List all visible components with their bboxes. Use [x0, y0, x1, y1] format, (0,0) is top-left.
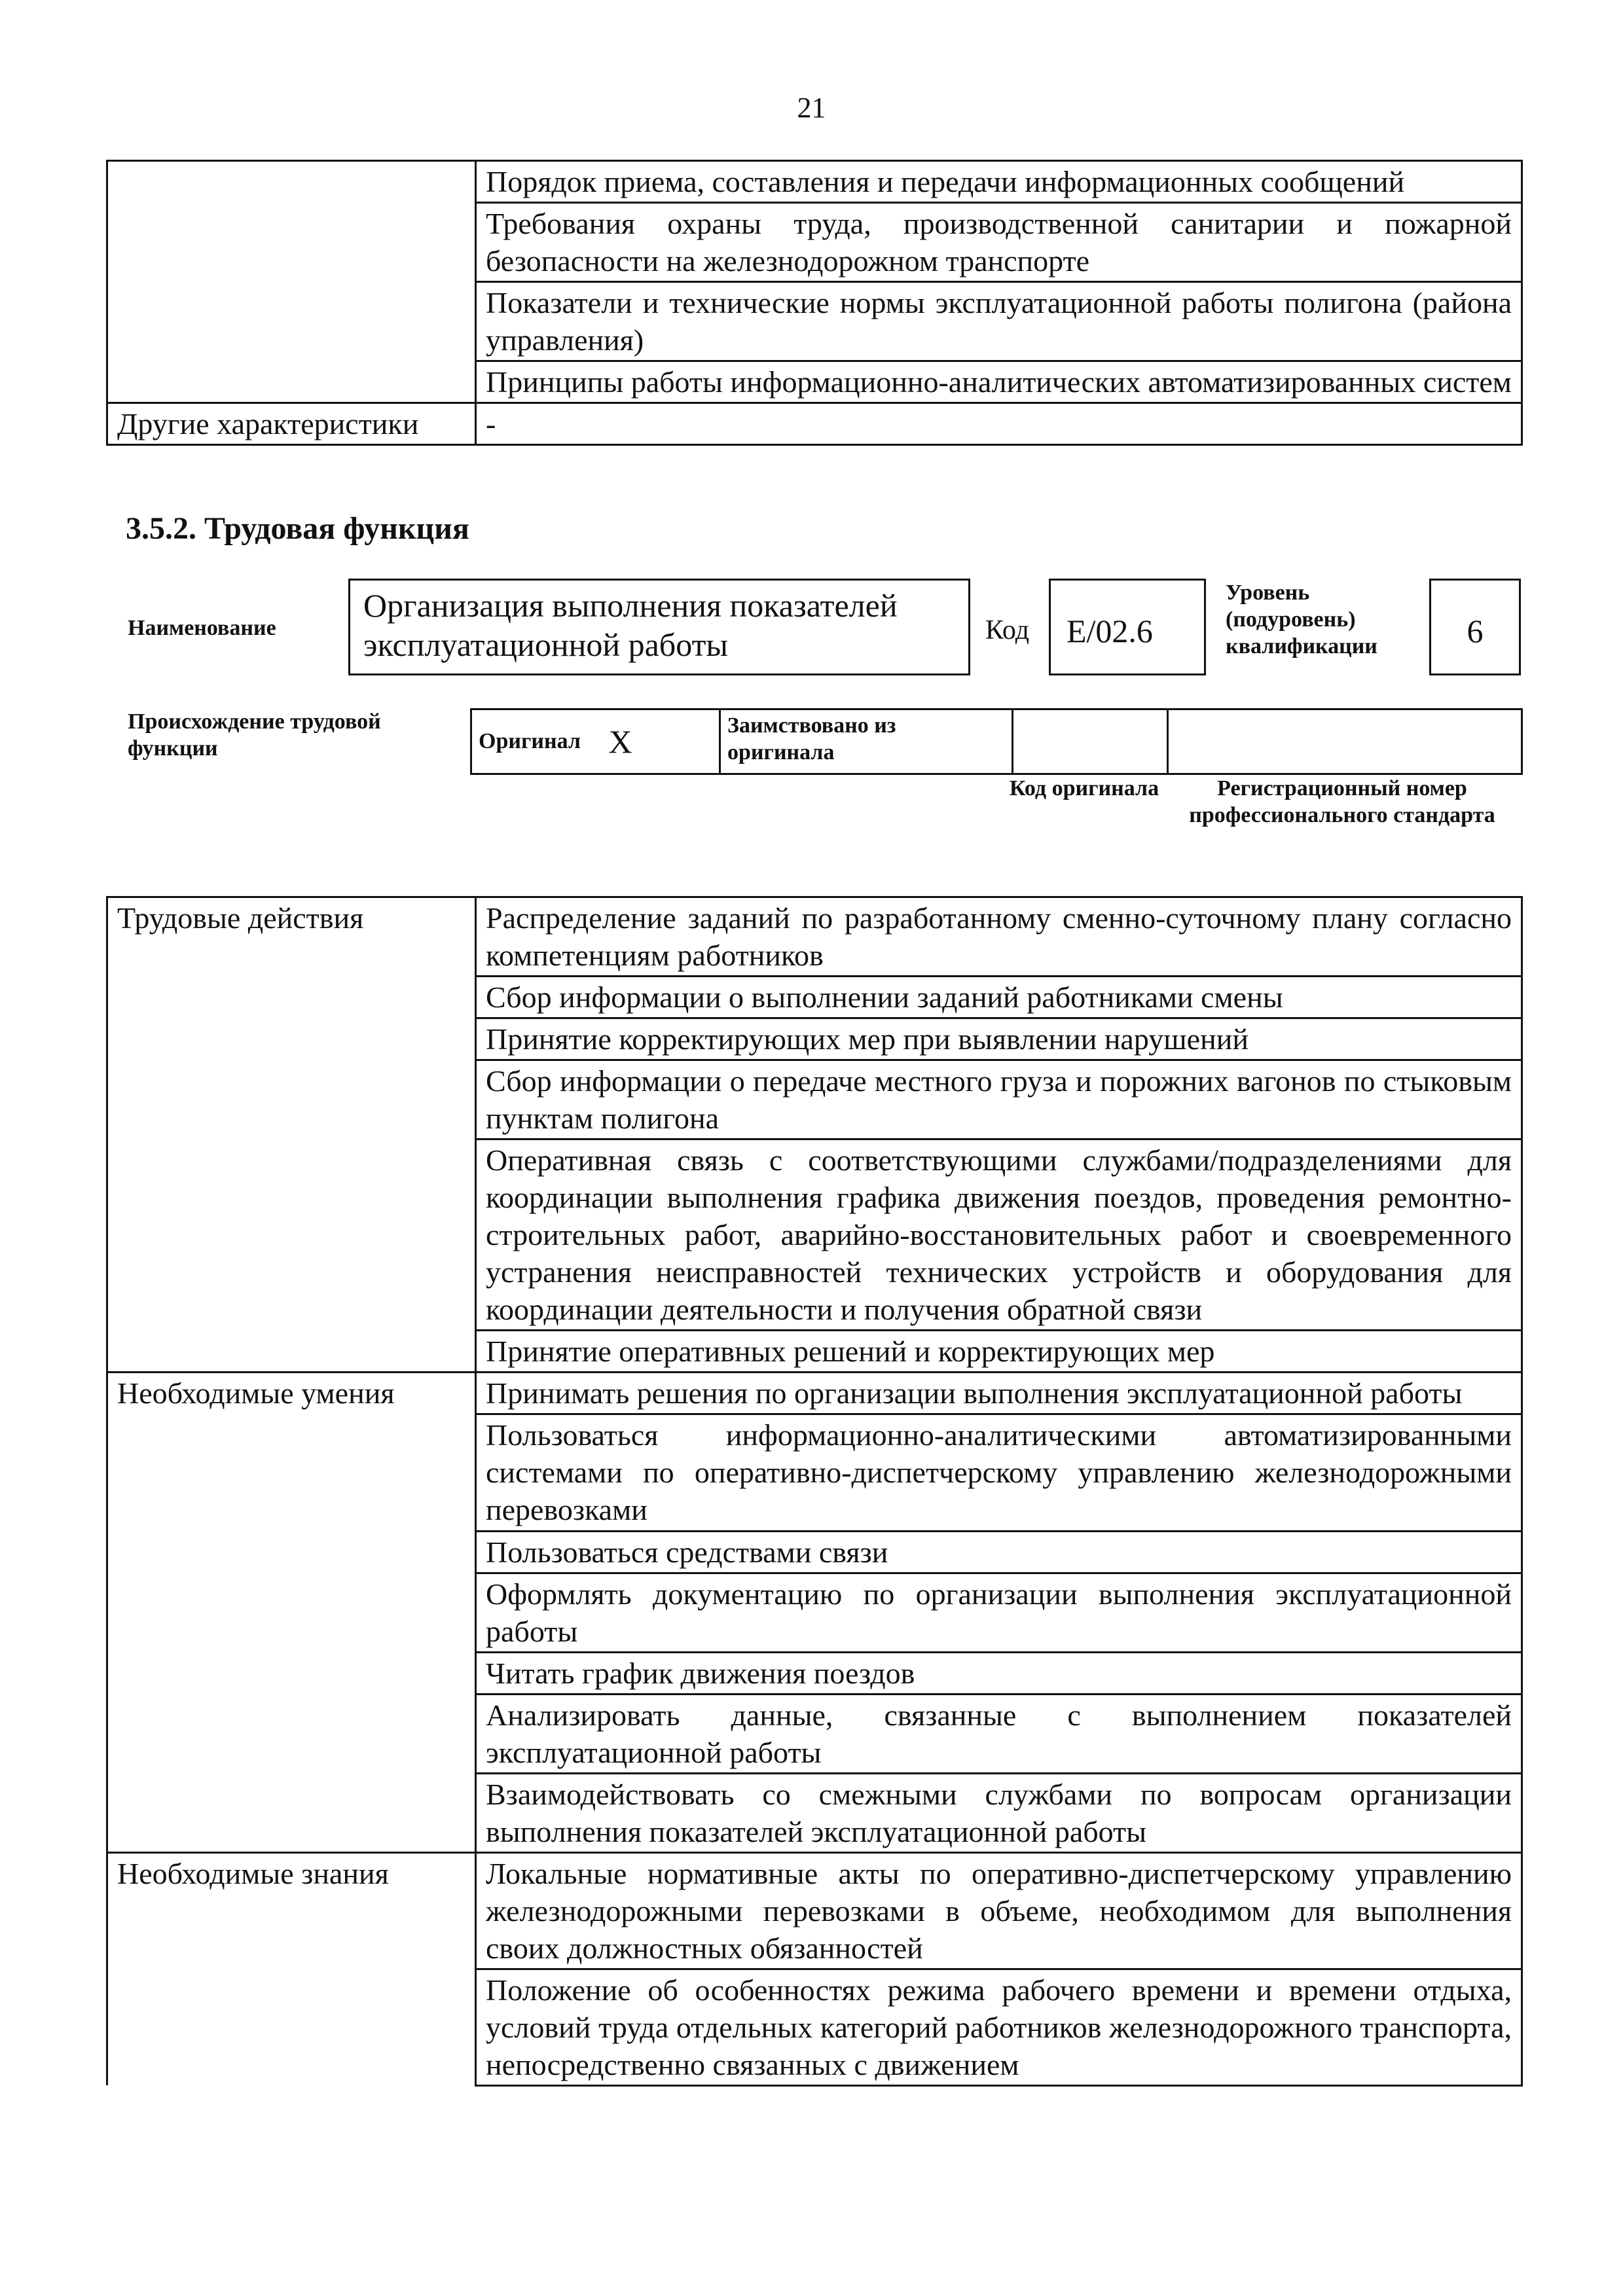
origin-label: Происхождение трудовой функции — [128, 709, 381, 761]
original-code-caption: Код оригинала — [1009, 776, 1159, 800]
origin-table — [470, 708, 1523, 775]
skill-item: Анализировать данные, связанные с выполнением показателей эксплуатационной работы — [476, 1694, 1522, 1773]
function-code-box: E/02.6 — [1049, 579, 1206, 675]
knowledge-item: Положение об особенностях режима рабочего времени и времени отдыха, условий труда отдельных категорий работников железнодорожного транспорта, непосредственно связанных с движением — [476, 1969, 1522, 2085]
registration-number-cell — [1168, 709, 1522, 774]
knowledge-item: Локальные нормативные акты по оперативно-диспетчерскому управлению железнодорожными перевозками в объеме, необходимом для выполнения своих должностных обязанностей — [476, 1852, 1522, 1969]
knowledge-item: Порядок приема, составления и передачи информационных сообщений — [476, 161, 1522, 203]
registration-number-caption: Регистрационный номер профессионального стандарта — [1189, 776, 1495, 827]
page-number: 21 — [797, 92, 826, 124]
knowledge-item: Принципы работы информационно-аналитических автоматизированных систем — [476, 361, 1522, 403]
labor-action-item: Принятие корректирующих мер при выявлении нарушений — [476, 1018, 1522, 1060]
skill-item: Оформлять документацию по организации выполнения эксплуатационной работы — [476, 1573, 1522, 1652]
qualification-level-box: 6 — [1429, 579, 1521, 675]
other-characteristics-value: - — [476, 403, 1522, 445]
original-mark: X — [602, 709, 720, 774]
labor-action-item: Распределение заданий по разработанному сменно-суточному плану согласно компетенциям работников — [476, 897, 1522, 977]
function-name-box: Организация выполнения показателей эксплуатационной работы — [348, 579, 970, 675]
table-row — [471, 709, 1522, 774]
original-label: Оригинал — [471, 709, 602, 774]
skill-item: Пользоваться средствами связи — [476, 1531, 1522, 1573]
knowledge-item: Требования охраны труда, производственной санитарии и пожарной безопасности на железнодорожном транспорте — [476, 203, 1522, 282]
name-label: Наименование — [128, 616, 276, 640]
knowledge-continuation-table — [106, 160, 1523, 446]
table-row — [107, 161, 1522, 203]
table-row — [107, 1372, 1522, 1414]
labor-function-table — [106, 896, 1523, 2087]
skills-label: Необходимые умения — [107, 1372, 476, 1852]
skill-item: Пользоваться информационно-аналитическими автоматизированными системами по оперативно-диспетчерскому управлению железнодорожными перевозками — [476, 1414, 1522, 1531]
original-code-cell — [1013, 709, 1168, 774]
labor-action-item: Оперативная связь с соответствующими службами/подразделениями для координации выполнения графика движения поездов, проведения ремонтно-строительных работ, аварийно-восстановительных работ и своевременного устранения неисправностей технических устройств и оборудования для координации деятельности и получения обратной связи — [476, 1139, 1522, 1331]
qualification-level-label: Уровень (подуровень) квалификации — [1226, 581, 1377, 658]
borrowed-label: Заимствовано из оригинала — [720, 709, 1013, 774]
empty-label-cell — [107, 161, 476, 403]
section-heading: 3.5.2. Трудовая функция — [126, 511, 469, 546]
knowledge-item: Показатели и технические нормы эксплуатационной работы полигона (района управления) — [476, 282, 1522, 361]
table-row — [107, 897, 1522, 977]
skill-item: Взаимодействовать со смежными службами по вопросам организации выполнения показателей эксплуатационной работы — [476, 1773, 1522, 1852]
knowledge-label: Необходимые знания — [107, 1852, 476, 2085]
labor-actions-label: Трудовые действия — [107, 897, 476, 1372]
labor-action-item: Сбор информации о выполнении заданий работниками смены — [476, 977, 1522, 1018]
skill-item: Читать график движения поездов — [476, 1652, 1522, 1694]
code-label: Код — [985, 615, 1030, 645]
skill-item: Принимать решения по организации выполнения эксплуатационной работы — [476, 1372, 1522, 1414]
table-row — [107, 403, 1522, 445]
labor-action-item: Сбор информации о передаче местного груза и порожних вагонов по стыковым пунктам полигона — [476, 1060, 1522, 1139]
other-characteristics-label: Другие характеристики — [107, 403, 476, 445]
labor-action-item: Принятие оперативных решений и корректирующих мер — [476, 1331, 1522, 1372]
table-row — [107, 1852, 1522, 1969]
